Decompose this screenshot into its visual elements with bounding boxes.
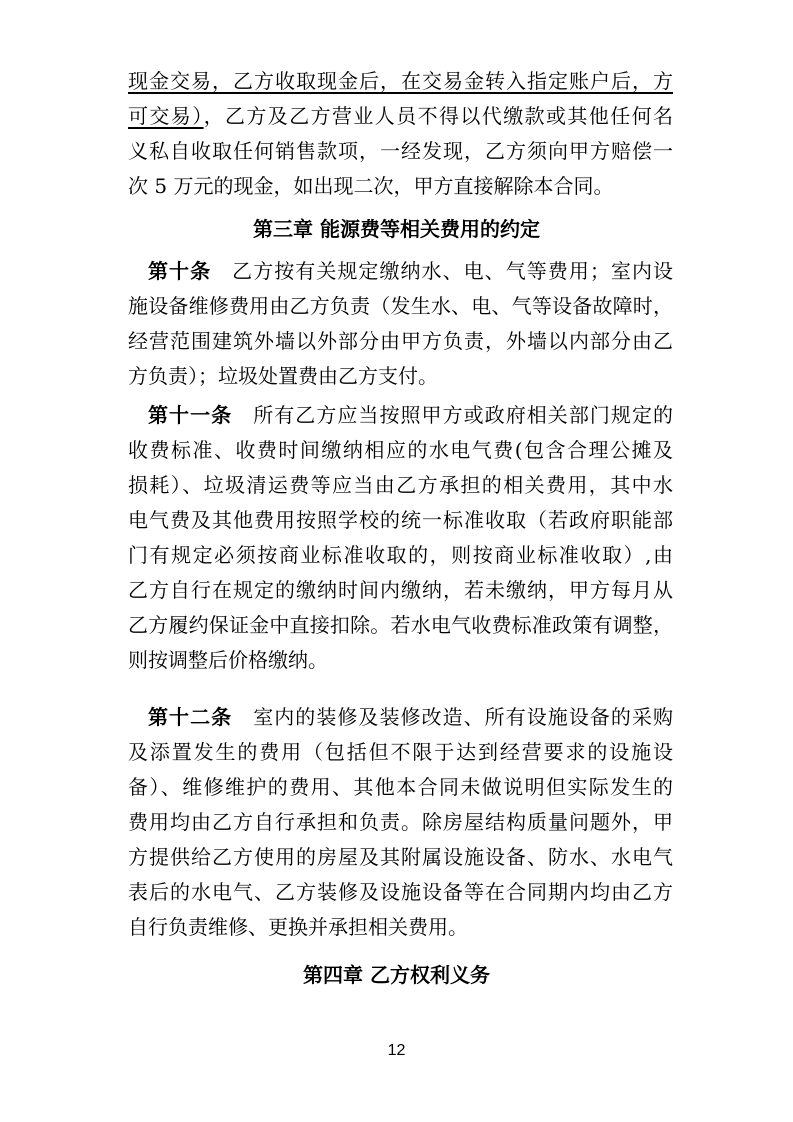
paragraph-line: 门有规定必须按商业标准收取的，则按商业标准收取）,由 (128, 543, 673, 567)
paragraph-text: ，乙方及乙方营业人员不得以代缴款或其他任何名 (203, 104, 674, 128)
paragraph-line: 方提供给乙方使用的房屋及其附属设施设备、防水、水电气 (128, 845, 673, 869)
article-line (148, 254, 673, 288)
underlined-text: 可交易） (128, 104, 204, 128)
paragraph-line: 施设备维修费用由乙方负责（发生水、电、气等设备故障时， (128, 294, 673, 318)
paragraph-line: 乙方履约保证金中直接扣除。若水电气收费标准政策有调整， (128, 613, 673, 637)
chapter-heading: 第三章 能源费等相关费用的约定 (253, 217, 540, 241)
article-text: 所有乙方应当按照甲方或政府相关部门规定的 (252, 403, 674, 427)
paragraph-line: 自行负责维修、更换并承担相关费用。 (128, 915, 468, 939)
paragraph-line: 及添置发生的费用（包括但不限于达到经营要求的设施设 (128, 740, 673, 764)
paragraph-line: 收费标准、收费时间缴纳相应的水电气费(包含合理公摊及 (128, 438, 673, 462)
paragraph-line: 次 5 万元的现金，如出现二次，甲方直接解除本合同。 (128, 174, 614, 198)
article-text: 乙方按有关规定缴纳水、电、气等费用；室内设 (231, 259, 673, 283)
article-label: 第十条 (148, 259, 212, 283)
underlined-text: 现金交易，乙方收取现金后，在交易金转入指定账户后，方 (128, 69, 673, 93)
paragraph-line: 备）、维修维护的费用、其他本合同未做说明但实际发生的 (128, 775, 673, 799)
paragraph-line: 乙方自行在规定的缴纳时间内缴纳，若未缴纳，甲方每月从 (128, 578, 673, 602)
chapter-heading: 第四章 乙方权利义务 (303, 963, 490, 987)
paragraph-line: 义私自收取任何销售款项，一经发现，乙方须向甲方赔偿一 (128, 139, 673, 163)
paragraph-line: 费用均由乙方自行承担和负责。除房屋结构质量问题外，甲 (128, 810, 673, 834)
article-text: 室内的装修及装修改造、所有设施设备的采购 (252, 705, 674, 729)
paragraph-line: 则按调整后价格缴纳。 (128, 648, 328, 672)
paragraph-line: 方负责）；垃圾处置费由乙方支付。 (128, 364, 438, 388)
paragraph-line: 电气费及其他费用按照学校的统一标准收取（若政府职能部 (128, 508, 673, 532)
paragraph-line (128, 64, 673, 98)
page-number: 12 (387, 1042, 406, 1059)
article-label: 第十一条 (148, 403, 233, 427)
paragraph-line (128, 99, 673, 133)
article-label: 第十二条 (148, 705, 233, 729)
article-line (148, 700, 673, 734)
paragraph-line: 损耗）、垃圾清运费等应当由乙方承担的相关费用，其中水 (128, 473, 673, 497)
article-line (148, 398, 673, 432)
paragraph-line: 经营范围建筑外墙以外部分由甲方负责，外墙以内部分由乙 (128, 329, 673, 353)
paragraph-line: 表后的水电气、乙方装修及设施设备等在合同期内均由乙方 (128, 880, 673, 904)
